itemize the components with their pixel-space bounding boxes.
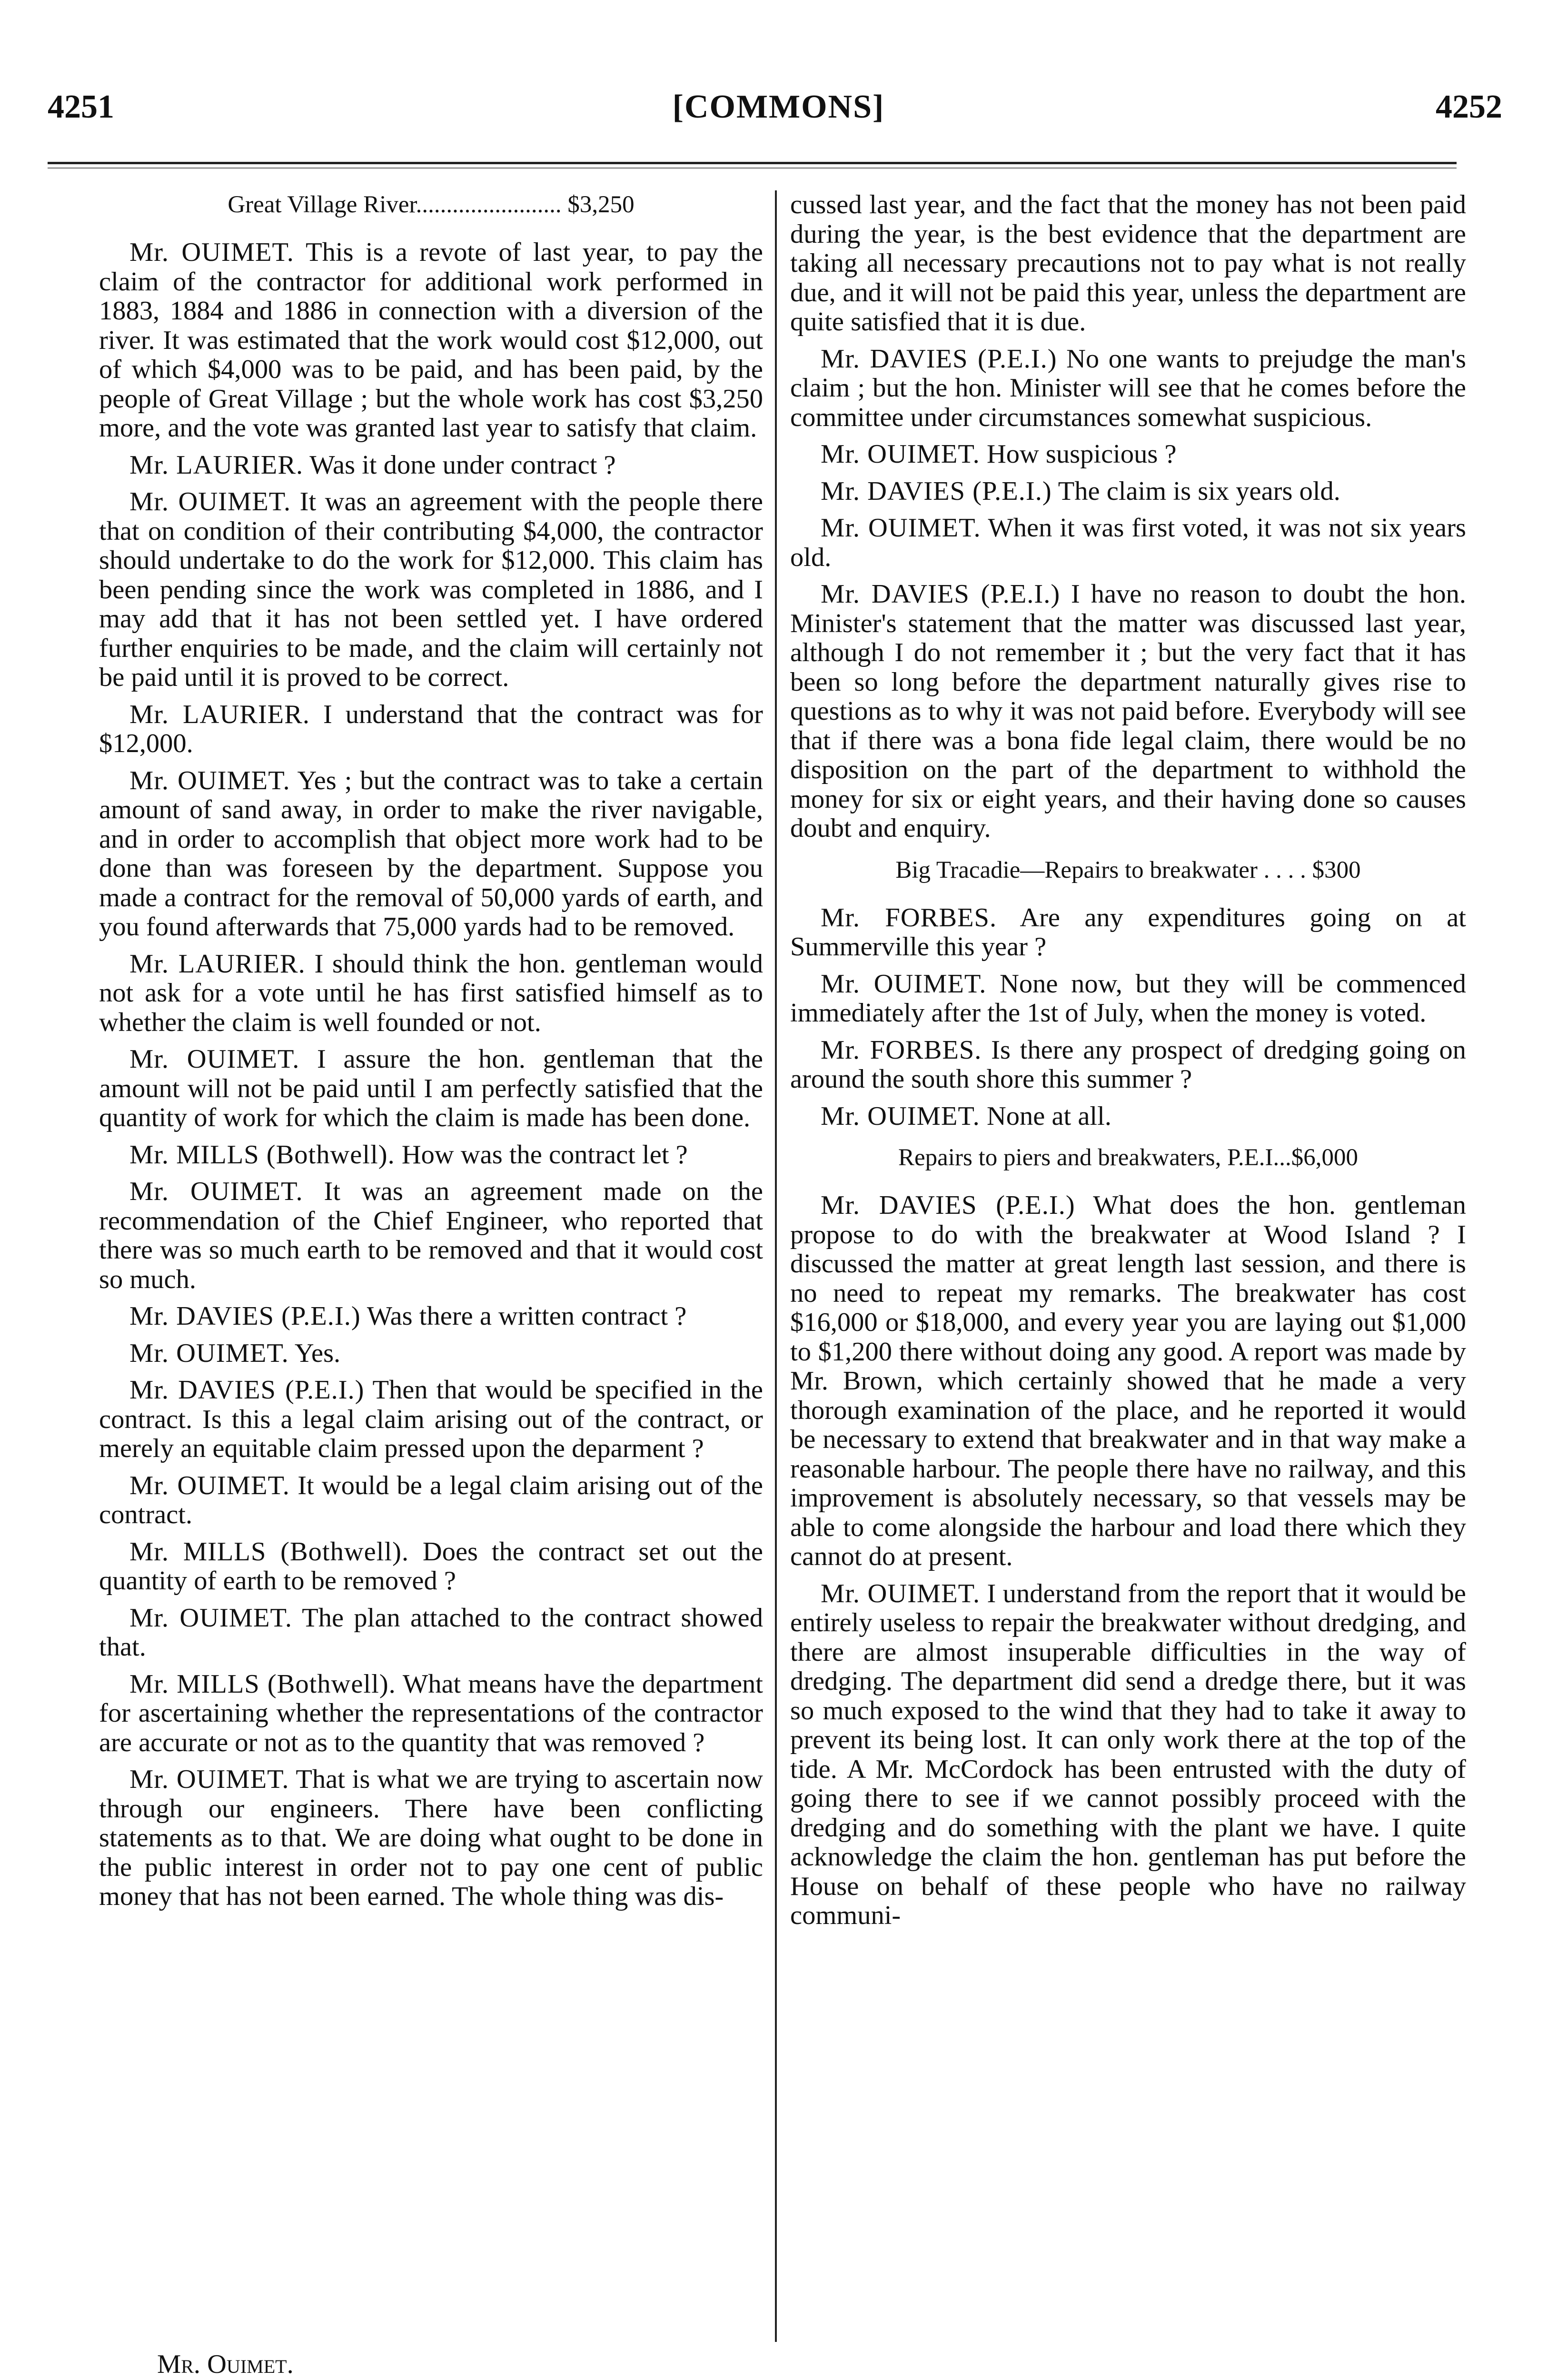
left-column	[99, 190, 763, 1919]
speech-text: Then that would be specified in the contract. Is this a legal claim arising out of the contract, or merely an equitable claim pressed upon the deparment ?	[99, 1375, 763, 1463]
speech-text: It would be a legal claim arising out of the contract.	[99, 1470, 764, 1529]
speech-paragraph	[99, 700, 763, 759]
speaker-name: Mr. OUIMET.	[129, 1338, 289, 1368]
speaker-name: Mr. FORBES.	[821, 902, 997, 932]
speech-text: Was there a written contract ?	[367, 1301, 687, 1331]
speaker-name: Mr. OUIMET.	[821, 513, 981, 543]
speech-text: Was it done under contract ?	[309, 450, 616, 480]
speaker-name: Mr. OUIMET.	[129, 765, 290, 795]
speech-text: That is what we are trying to ascertain now through our engineers. There have been conflicting statements as to that. We are doing what ought to be done in the public interest in order not to pay one cent of public money that has not been earned. The whole thing was dis-	[99, 1765, 763, 1911]
speech-paragraph	[790, 903, 1466, 962]
speaker-name: Mr. DAVIES (P.E.I.)	[821, 1190, 1075, 1220]
speaker-name: Mr. FORBES.	[821, 1035, 982, 1065]
page-footer: Mr. Ouimet.	[157, 2350, 294, 2379]
speech-text: None at all.	[986, 1101, 1111, 1131]
speech-paragraph	[99, 766, 763, 942]
right-column	[790, 190, 1466, 1938]
speech-paragraph	[99, 1471, 763, 1530]
item-heading: Big Tracadie—Repairs to breakwater . . . . $300	[895, 856, 1361, 883]
speech-paragraph	[790, 1191, 1466, 1572]
speech-paragraph	[99, 1302, 763, 1331]
speech-text: How suspicious ?	[986, 439, 1177, 469]
speech-paragraph	[99, 1604, 763, 1662]
speaker-name: Mr. OUIMET.	[821, 439, 980, 469]
item-heading: Great Village River........................ $3,250	[228, 191, 635, 218]
speech-paragraph	[790, 1102, 1466, 1131]
speaker-name: Mr. OUIMET.	[129, 1470, 290, 1500]
speech-paragraph	[790, 440, 1466, 469]
speech-paragraph	[790, 1579, 1466, 1931]
speech-text: Yes ; but the contract was to take a certain amount of sand away, in order to make the river navigable, and in order to accomplish that object more work had to be done than was foreseen by the department. Suppose you made a contract for the removal of 50,000 yards of earth, and you found afterwards that 75,000 yards had to be removed.	[99, 765, 763, 942]
speech-text: I should think the hon. gentleman would not ask for a vote until he has first satisfied himself as to whether the claim is well founded or not.	[99, 949, 763, 1037]
speech-text: What means have the department for ascertaining whether the representations of the contractor are accurate or not as to the quantity that was removed ?	[99, 1669, 763, 1757]
speech-text: None now, but they will be commenced immediately after the 1st of July, when the money is voted.	[790, 969, 1467, 1028]
speaker-name: Mr. OUIMET.	[129, 1765, 289, 1794]
speaker-name: Mr. MILLS (Bothwell).	[129, 1140, 395, 1170]
speaker-name: Mr. DAVIES (P.E.I.)	[821, 344, 1057, 374]
item-heading: Repairs to piers and breakwaters, P.E.I...$6,000	[898, 1144, 1358, 1171]
speaker-name: Mr. LAURIER.	[129, 699, 310, 729]
speaker-name: Mr. OUIMET.	[129, 487, 291, 516]
speech-paragraph	[790, 514, 1466, 572]
speaker-name: Mr. OUIMET.	[129, 1044, 300, 1074]
speech-paragraph	[790, 477, 1466, 506]
speech-paragraph	[99, 1537, 763, 1596]
speech-text: This is a revote of last year, to pay the claim of the contractor for additional work performed in 1883, 1884 and 1886 in connection with a diversion of the river. It was estimated that the work would cost $12,000, out of which $4,000 was to be paid, and has been paid, by the people of Great Village ; but the whole work has cost $3,250 more, and the vote was granted last year to satisfy that claim.	[99, 238, 763, 443]
column-divider	[775, 190, 777, 2342]
speech-paragraph	[99, 1339, 763, 1368]
page-number-right: 4252	[1436, 89, 1502, 125]
header-rule	[48, 162, 1457, 164]
speech-text: I understand from the report that it would be entirely useless to repair the breakwater without dredging, and there are almost insuperable difficulties in the way of dredging. The department did send a dredge there, but it was so much exposed to the wind that they had to take it away to prevent its being lost. It can only work there at the top of the tide. A Mr. McCordock has been entrusted with the duty of going there to see if we cannot possibly proceed with the dredging and do something with the plant we have. I quite acknowledge the claim the hon. gentleman has put before the House on behalf of these people who have no railway communi-	[790, 1578, 1466, 1930]
speech-text: I have no reason to doubt the hon. Minister's statement that the matter was discussed last year, although I do not remember it ; but the very fact that it has been so long before the department naturally gives rise to questions as to why it was not paid before. Everybody will see that if there was a bona fide legal claim, there would be no disposition on the part of the department to withhold the money for six or eight years, and their having done so causes doubt and enquiry.	[790, 579, 1466, 843]
page-title: [COMMONS]	[672, 89, 885, 125]
speech-text: It was an agreement made on the recommendation of the Chief Engineer, who reported that there was so much earth to be removed and that it would cost so much.	[99, 1177, 763, 1294]
speech-text: When it was first voted, it was not six years old.	[790, 513, 1466, 572]
speaker-name: Mr. DAVIES (P.E.I.)	[821, 579, 1061, 609]
speech-text: Are any expenditures going on at Summerville this year ?	[790, 902, 1466, 962]
page-number-left: 4251	[48, 89, 114, 125]
speaker-name: Mr. OUIMET.	[821, 1101, 980, 1131]
speech-paragraph	[99, 950, 763, 1038]
speaker-name: Mr. LAURIER.	[129, 949, 306, 979]
speech-text: What does the hon. gentleman propose to do with the breakwater at Wood Island ? I discussed the matter at great length last session, and there is no need to repeat my remarks. The breakwater has cost $16,000 or $18,000, and every year you are laying out $1,000 to $1,200 there without doing any good. A report was made by Mr. Brown, which certainly showed that he made a very thorough examination of the place, and he reported it would be necessary to extend that breakwater and in that way make a reasonable harbour. The people there have no railway, and this improvement is absolutely necessary, so that vessels may be able to come alongside the harbour and load there which they cannot do at present.	[790, 1190, 1466, 1571]
speech-text: I assure the hon. gentleman that the amount will not be paid until I am perfectly satisfied that the quantity of work for which the claim is made has been done.	[99, 1044, 763, 1132]
speech-text: Is there any prospect of dredging going on around the south shore this summer ?	[790, 1035, 1466, 1094]
speech-paragraph	[99, 1045, 763, 1133]
speech-paragraph	[99, 1177, 763, 1294]
speech-paragraph	[99, 1670, 763, 1758]
speech-text: The claim is six years old.	[1058, 476, 1340, 506]
speaker-name: Mr. DAVIES (P.E.I.)	[129, 1375, 365, 1405]
speech-text: I understand that the contract was for $12,000.	[99, 699, 763, 758]
speaker-name: Mr. OUIMET.	[129, 1177, 303, 1206]
speaker-name: Mr. OUIMET.	[129, 1603, 292, 1633]
speech-text: Yes.	[294, 1338, 341, 1368]
speech-paragraph	[790, 1036, 1466, 1094]
speaker-name: Mr. OUIMET.	[821, 969, 987, 999]
speech-paragraph	[99, 238, 763, 443]
speaker-name: Mr. OUIMET.	[129, 238, 294, 267]
speech-paragraph	[790, 970, 1466, 1028]
speech-text: It was an agreement with the people there that on condition of their contributing $4,000, the contractor should undertake to do the work for $12,000. This claim has been pending since the work was completed in 1886, and I may add that it has not been settled yet. I have ordered further enquiries to be made, and the claim will certainly not be paid until it is proved to be correct.	[99, 487, 764, 692]
speech-paragraph	[99, 1376, 763, 1464]
speech-text: No one wants to prejudge the man's claim ; but the hon. Minister will see that he comes before the committee under circumstances somewhat suspicious.	[790, 344, 1466, 432]
speech-paragraph	[790, 345, 1466, 433]
speaker-name: Mr. MILLS (Bothwell).	[129, 1669, 396, 1699]
speech-paragraph	[99, 487, 763, 693]
speaker-name: Mr. MILLS (Bothwell).	[129, 1537, 409, 1567]
speech-text: The plan attached to the contract showed that.	[99, 1603, 763, 1662]
header-rule-thin	[48, 168, 1457, 169]
speaker-name: Mr. LAURIER.	[129, 450, 304, 480]
speech-paragraph	[99, 1765, 763, 1912]
speech-paragraph	[99, 451, 763, 480]
speaker-name: Mr. DAVIES (P.E.I.)	[821, 476, 1052, 506]
speech-paragraph	[790, 580, 1466, 843]
speech-text: Does the contract set out the quantity of earth to be removed ?	[99, 1537, 763, 1596]
continuation-paragraph: cussed last year, and the fact that the money has not been paid during the year, is the best evidence that the department are taking all necessary precautions not to pay what is not really due, and it will not be paid this year, unless the department are quite satisfied that it is due.	[790, 190, 1466, 337]
speaker-name: Mr. OUIMET.	[821, 1578, 981, 1608]
speech-text: How was the contract let ?	[401, 1140, 688, 1170]
speech-paragraph	[99, 1140, 763, 1170]
speaker-name: Mr. DAVIES (P.E.I.)	[129, 1301, 361, 1331]
